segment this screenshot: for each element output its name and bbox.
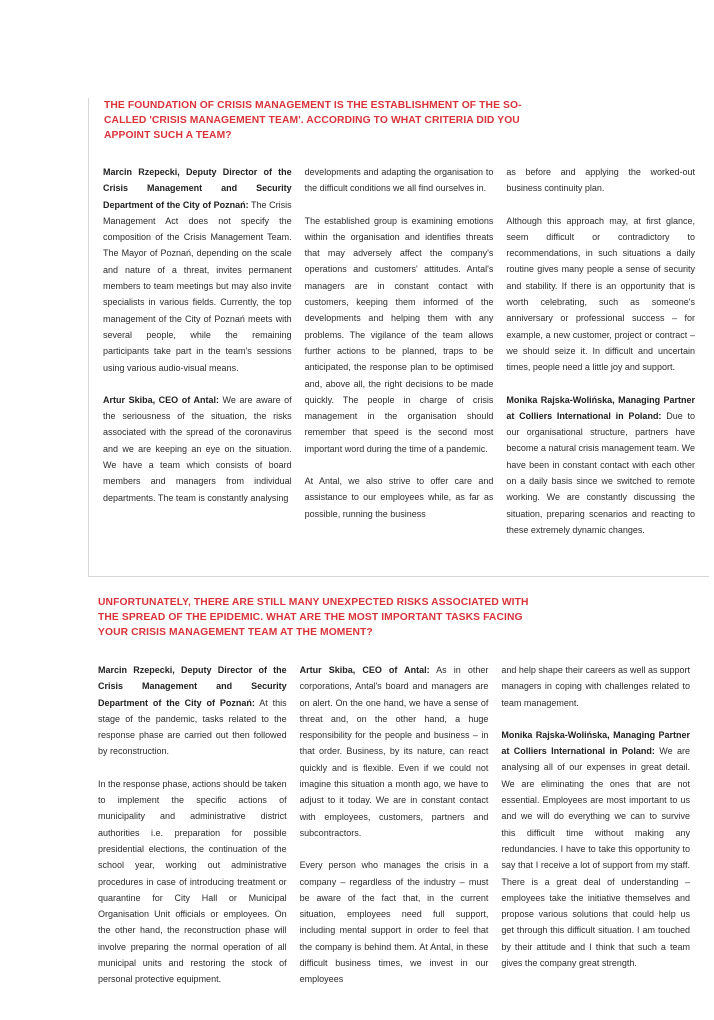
speaker-name: Monika Rajska-Wolińska, Managing Partner at Colliers International in Poland: bbox=[506, 394, 696, 421]
answer-paragraph bbox=[501, 727, 690, 971]
answer-paragraph: Although this approach may, at first glance, seem difficult or contradictory to recommendations, in such situations a daily routine gives many people a sense of security and stability. If there is an opportunity that is worth celebrating, such as someone's anniversary or professional success – for example, a new customer, project or contract – we should seize it. In difficult and uncertain times, people need a little joy and support. bbox=[506, 215, 696, 373]
answer-paragraph: In the response phase, actions should be taken to implement the specific actions of municipality and administrative district authorities i.e. preparation for possible presidential elections, the continuation of the school year, working out administrative procedures in case of introducing treatment or quarantine for City Hall or Municipal Organisation Unit officials or employees. On the other hand, the reconstruction phase will involve preparing the normal operation of all municipal units and restoring the stock of personal protective equipment. bbox=[98, 778, 287, 985]
question-heading: THE FOUNDATION OF CRISIS MANAGEMENT IS THE ESTABLISHMENT OF THE SO-CALLED 'CRISIS MANAGEMENT TEAM'. ACCORDING TO WHAT CRITERIA DID YOU APPOINT SUCH A TEAM? bbox=[104, 100, 522, 141]
speaker-name: Marcin Rzepecki, Deputy Director of the Crisis Management and Security Department of the City of Poznań: bbox=[98, 665, 287, 708]
answer-text: We are analysing all of our expenses in great detail. We are eliminating the ones that are not essential. Employees are most important to us and we will do everything we can to survive this difficult time without making any redundancies. I have to take this opportunity to say that I receive a lot of support from my staff. There is a great deal of understanding – employees take the initiative themselves and propose various solutions that could help us get through this difficult situation. I am touched by their attitude and I think that such a team gives the company great strength. bbox=[501, 746, 691, 969]
column-1 bbox=[98, 662, 287, 1004]
answer-text: Due to our organisational structure, partners have become a natural crisis management team. We have been in constant contact with each other on a daily basis since we switched to remote working. We are constantly discussing the situation, preparing scenarios and reacting to these extremely dynamic changes. bbox=[506, 410, 696, 535]
answer-paragraph bbox=[506, 392, 695, 539]
answer-paragraph bbox=[103, 164, 292, 376]
answer-paragraph bbox=[98, 662, 287, 760]
column-3 bbox=[506, 164, 695, 554]
question-heading: UNFORTUNATELY, THERE ARE STILL MANY UNEXPECTED RISKS ASSOCIATED WITH THE SPREAD OF THE EPIDEMIC. WHAT ARE THE MOST IMPORTANT TASKS FACING YOUR CRISIS MANAGEMENT TEAM AT THE MOMENT? bbox=[98, 597, 529, 638]
answer-columns bbox=[98, 662, 690, 1004]
column-2 bbox=[305, 164, 494, 554]
answer-text: As in other corporations, Antal's board and managers are on alert. On the one hand, we have a sense of threat and, on the other hand, a huge responsibility for the people and business – in that order. Business, by its nature, can react quickly and is flexible. Even if we could not imagine this situation a month ago, we have to adjust to it today. We are in constant contact with employees, customers, partners and subcontractors. bbox=[299, 665, 489, 838]
answer-paragraph: At Antal, we also strive to offer care and assistance to our employees while, as far as possible, running the business bbox=[304, 476, 494, 519]
answer-paragraph: The established group is examining emotions within the organisation and identifies threats that may adversely affect the company's operations and customers' attitudes. Antal's managers are in constant contact with customers, keeping them informed of the developments and helping them with any problems. The vigilance of the team allows further actions to be planned, traps to be anticipated, the response plan to be optimised and, above all, the right decisions to be made quickly. The people in charge of crisis management in the organisation should remember that speed is the second most important word during the time of a pandemic. bbox=[304, 215, 494, 454]
answer-text: At this stage of the pandemic, tasks related to the response phase are carried out then followed by reconstruction. bbox=[98, 697, 287, 757]
speaker-name: Marcin Rzepecki, Deputy Director of the Crisis Management and Security Department of the City of Poznań: bbox=[103, 167, 292, 210]
answer-paragraph bbox=[103, 392, 292, 506]
answer-paragraph bbox=[300, 662, 489, 841]
answer-paragraph: developments and adapting the organisation to the difficult conditions we all find ourselves in. bbox=[304, 167, 494, 194]
answer-paragraph: and help shape their careers as well as support managers in coping with challenges related to team management. bbox=[501, 665, 691, 708]
column-1 bbox=[103, 164, 292, 554]
answer-paragraph: Every person who manages the crisis in a company – regardless of the industry – must be aware of the fact that, in the current situation, employees need full support, including mental support in order to feel that the company is behind them. At Antal, in these difficult business times, we invest in our employees bbox=[299, 860, 489, 985]
speaker-name: Artur Skiba, CEO of Antal: bbox=[299, 665, 430, 675]
answer-text: We are aware of the seriousness of the situation, the risks associated with the spread of the coronavirus and we are keeping an eye on the situation. We have a team which consists of board members and managers from individual departments. The team is constantly analysing bbox=[103, 394, 292, 503]
column-3 bbox=[501, 662, 690, 1004]
answer-text: The Crisis Management Act does not specify the composition of the Crisis Management Team. The Mayor of Poznań, depending on the scale and nature of a threat, invites permanent members to team meetings but may also invite specialists in various fields. Currently, the top management of the City of Poznań meets with several people, while the remaining participants take part in the team's sessions using various audio-visual means. bbox=[103, 199, 292, 373]
speaker-name: Artur Skiba, CEO of Antal: bbox=[103, 394, 219, 405]
column-2 bbox=[300, 662, 489, 1004]
speaker-name: Monika Rajska-Wolińska, Managing Partner at Colliers International in Poland: bbox=[501, 729, 691, 757]
answer-paragraph: as before and applying the worked-out business continuity plan. bbox=[506, 167, 696, 194]
answer-columns bbox=[103, 164, 695, 554]
